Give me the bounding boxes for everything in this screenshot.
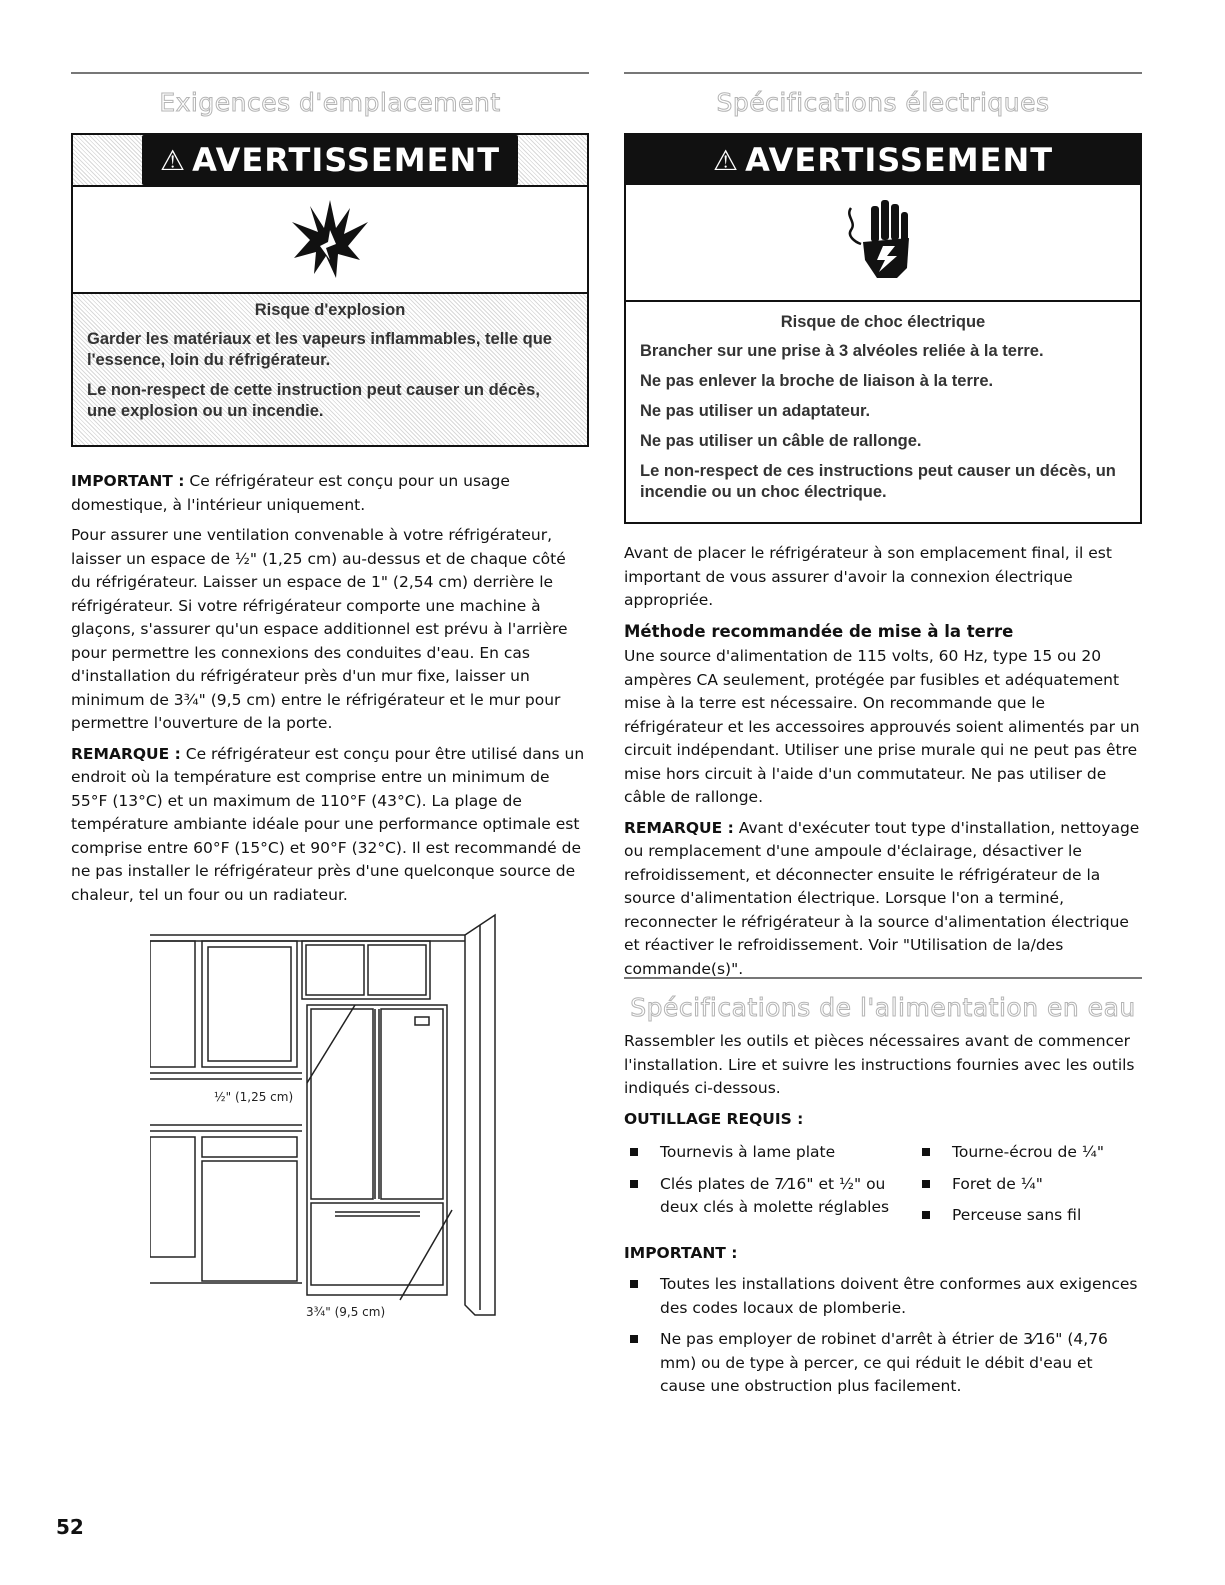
tool-item: Tourne-écrou de ¼" [916, 1141, 1142, 1165]
risk-title: Risque de choc électrique [780, 313, 986, 331]
tool-item: Foret de ¼" [916, 1173, 1142, 1197]
warning-final: Le non-respect de ces instructions peut causer un décès, un incendie ou un choc électrique. [640, 462, 1116, 501]
water-section-rule [624, 977, 1142, 979]
electric-warning-box [624, 133, 1142, 524]
left-column-text [71, 470, 589, 914]
left-top-rule [71, 72, 589, 74]
explosion-warning-box [71, 133, 589, 447]
water-section-title: Spécifications de l'alimentation en eau [630, 993, 1136, 1022]
clearance-label-bottom: 3¾" (9,5 cm) [306, 1305, 386, 1319]
warning-line: Ne pas enlever la broche de liaison à la terre. [640, 372, 994, 390]
refrigerator-clearance-diagram [150, 905, 510, 1325]
intro-paragraph: Avant de placer le réfrigérateur à son emplacement final, il est important de vous assurer d'avoir la connexion électrique appropriée. [624, 544, 1112, 609]
tool-item: Perceuse sans fil [916, 1204, 1142, 1228]
electric-shock-icon-graphic [843, 198, 923, 288]
risk-title: Risque d'explosion [254, 301, 406, 319]
tools-list-left [624, 1141, 916, 1236]
tools-heading: OUTILLAGE REQUIS : [624, 1109, 804, 1128]
right-column-text [624, 542, 1142, 988]
tool-item: Clés plates de 7⁄16" et ½" ou deux clés à molette réglables [624, 1173, 916, 1220]
warning-line-2: Le non-respect de cette instruction peut causer un décès, une explosion ou un incendie. [87, 381, 540, 420]
important-item: Ne pas employer de robinet d'arrêt à étrier de 3⁄16" (4,76 mm) ou de type à percer, ce qui réduit le débit d'eau et cause une obstruction plus facilement. [624, 1328, 1142, 1399]
right-section-title: Spécifications électriques [716, 88, 1050, 117]
tool-item: Tournevis à lame plate [624, 1141, 916, 1165]
ventilation-paragraph: Pour assurer une ventilation convenable à votre réfrigérateur, laisser un espace de ½" (1,25 cm) au-dessus et de chaque côté du réfrigérateur. Laisser un espace de 1" (2,54 cm) derrière le réfrigérateur. Si votre réfrigérateur comporte une machine à glaçons, s'assurer qu'un espace additionnel est prévu à l'arrière pour permettre les connexions des conduites d'eau. En cas d'installation du réfrigérateur près d'un mur fixe, laisser un minimum de 3¾" (9,5 cm) entre le réfrigérateur et le mur pour permettre l'ouverture de la porte. [71, 526, 568, 732]
warning-body [73, 294, 587, 439]
tools-list [624, 1141, 1142, 1236]
left-section-title: Exigences d'emplacement [159, 88, 501, 117]
explosion-icon-graphic [290, 200, 370, 280]
clearance-label-top: ½" (1,25 cm) [214, 1090, 294, 1104]
explosion-icon [73, 185, 587, 294]
water-intro-paragraph: Rassembler les outils et pièces nécessaires avant de commencer l'installation. Lire et suivre les instructions fournies avec les outils indiqués ci-dessous. [624, 1032, 1135, 1097]
electric-shock-icon [626, 185, 1140, 302]
important-paragraph: IMPORTANT : Ce réfrigérateur est conçu pour un usage domestique, à l'intérieur uniquement. [71, 472, 510, 514]
tools-list-right [916, 1141, 1142, 1236]
warning-header: ⚠ AVERTISSEMENT [626, 135, 1140, 185]
water-section-text [624, 1030, 1142, 1407]
warning-line-1: Garder les matériaux et les vapeurs inflammables, telle que l'essence, loin du réfrigérateur. [87, 330, 552, 369]
warning-line: Ne pas utiliser un câble de rallonge. [640, 432, 922, 450]
warning-triangle-icon: ⚠ [712, 143, 740, 177]
important-heading: IMPORTANT : [624, 1243, 738, 1262]
important-item: Toutes les installations doivent être conformes aux exigences des codes locaux de plomberie. [624, 1273, 1142, 1320]
warning-header: ⚠ AVERTISSEMENT [73, 135, 587, 185]
warning-line: Brancher sur une prise à 3 alvéoles reliée à la terre. [640, 342, 1044, 360]
remarque-paragraph: REMARQUE : Avant d'exécuter tout type d'installation, nettoyage ou remplacement d'une ampoule d'éclairage, désactiver le refroidissement, et déconnecter ensuite le réfrigérateur de la source d'alimentation électrique. Lorsque l'on a terminé, reconnecter le réfrigérateur à la source d'alimentation électrique et réactiver le refroidissement. Voir "Utilisation de la/des commande(s)". [624, 818, 1140, 978]
page-number: 52 [56, 1515, 84, 1539]
warning-body [626, 302, 1140, 520]
remarque-paragraph: REMARQUE : Ce réfrigérateur est conçu pour être utilisé dans un endroit où la température est comprise entre un minimum de 55°F (13°C) et un maximum de 110°F (43°C). La plage de température ambiante idéale pour une performance optimale est comprise entre 60°F (15°C) et 90°F (32°C). Il est recommandé de ne pas installer le réfrigérateur près d'une quelconque source de chaleur, tel un four ou un radiateur. [71, 744, 585, 904]
method-paragraph: Une source d'alimentation de 115 volts, 60 Hz, type 15 ou 20 ampères CA seulement, protégée par fusibles et adéquatement mise à la terre est nécessaire. On recommande que le réfrigérateur et les accessoires approuvés soient alimentés par un circuit indépendant. Utiliser une prise murale qui ne peut pas être mise hors circuit à l'aide d'un commutateur. Ne pas utiliser de câble de rallonge. [624, 647, 1140, 806]
method-heading: Méthode recommandée de mise à la terre [624, 621, 1014, 641]
warning-triangle-icon: ⚠ [159, 143, 187, 177]
right-top-rule [624, 72, 1142, 74]
warning-line: Ne pas utiliser un adaptateur. [640, 402, 871, 420]
